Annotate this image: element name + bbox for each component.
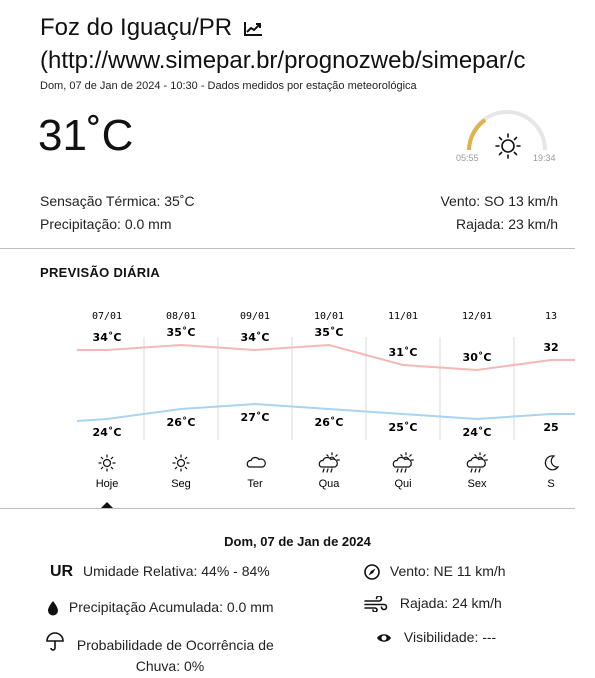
detail-wind <box>364 563 506 580</box>
max-temp-label: 34˚C <box>240 331 270 344</box>
umbrella-icon <box>45 632 65 652</box>
detail-gust <box>364 595 502 612</box>
max-temp-label: 32 <box>543 341 559 354</box>
max-temp-label: 34˚C <box>92 331 122 344</box>
forecast-day: Sex <box>467 478 487 490</box>
wind-gust-icon <box>364 596 390 612</box>
max-temp-label: 30˚C <box>462 351 492 364</box>
sunset-time: 19:34 <box>533 153 556 163</box>
trend-chart-icon[interactable] <box>243 21 263 37</box>
drop-icon <box>45 600 61 616</box>
min-temp-label: 26˚C <box>166 416 196 429</box>
forecast-day: Hoje <box>95 478 119 490</box>
accumulated-precipitation <box>45 599 274 616</box>
precipitation: Precipitação: 0.0 mm <box>40 216 172 232</box>
sun-rain-icon <box>319 453 339 472</box>
min-temp-label: 24˚C <box>92 426 122 439</box>
forecast-date: 13 <box>544 311 558 322</box>
humidity-icon: UR <box>50 563 74 580</box>
forecast-day: Ter <box>247 478 263 490</box>
forecast-chart <box>0 300 575 515</box>
forecast-date: 08/01 <box>165 311 197 322</box>
gust: Rajada: 23 km/h <box>456 216 558 232</box>
sun-icon <box>496 134 520 158</box>
max-temp-label: 35˚C <box>166 326 196 339</box>
eye-icon <box>376 630 392 646</box>
forecast-day: S <box>547 478 555 490</box>
humidity-text: Umidade Relativa: 44% - 84% <box>83 563 270 579</box>
feels-like: Sensação Térmica: 35˚C <box>40 193 195 209</box>
divider <box>0 508 575 509</box>
detail-wind-text: Vento: NE 11 km/h <box>389 563 506 579</box>
selected-date: Dom, 07 de Jan de 2024 <box>224 534 371 549</box>
divider <box>0 248 575 249</box>
forecast-date: 07/01 <box>91 311 123 322</box>
min-temp-label: 25 <box>543 421 559 434</box>
probability-line2: Chuva: 0% <box>135 658 205 674</box>
min-temp-label: 24˚C <box>462 426 492 439</box>
sun-gauge <box>455 105 555 167</box>
forecast-date: 09/01 <box>239 311 271 322</box>
sunrise-time: 05:55 <box>456 153 479 163</box>
min-temp-label: 25˚C <box>388 421 418 434</box>
forecast-title: PREVISÃO DIÁRIA <box>40 265 161 280</box>
min-temp-label: 26˚C <box>314 416 344 429</box>
detail-gust-text: Rajada: 24 km/h <box>399 595 502 611</box>
moon-icon <box>545 456 558 470</box>
city-name: Foz do Iguaçu/PR <box>40 14 233 41</box>
detail-visibility-text: Visibilidade: --- <box>403 629 497 645</box>
sun-icon <box>99 455 115 471</box>
detail-visibility <box>376 629 496 646</box>
sun-arc-track <box>469 112 545 150</box>
daily-forecast[interactable] <box>0 300 575 515</box>
accumulated-text: Precipitação Acumulada: 0.0 mm <box>68 599 274 615</box>
forecast-date: 11/01 <box>387 311 419 322</box>
sun-icon <box>173 455 189 471</box>
max-temp-label: 31˚C <box>388 346 418 359</box>
rain-probability <box>45 632 295 674</box>
sun-arc-progress <box>469 120 485 150</box>
probability-line1: Probabilidade de Ocorrência de <box>76 637 274 653</box>
min-temp-label: 27˚C <box>240 411 270 424</box>
current-temperature: 31˚C <box>38 111 134 160</box>
city-title <box>40 12 263 44</box>
sun-rain-icon <box>393 453 413 472</box>
compass-icon <box>364 564 380 580</box>
cloud-icon <box>247 457 265 467</box>
forecast-date: 10/01 <box>313 311 345 322</box>
max-temp-label: 35˚C <box>314 326 344 339</box>
wind: Vento: SO 13 km/h <box>440 193 558 209</box>
forecast-date: 12/01 <box>461 311 493 322</box>
source-link[interactable]: (http://www.simepar.br/prognozweb/simepar/c <box>40 47 526 74</box>
humidity <box>50 563 270 581</box>
sun-rain-icon <box>467 453 487 472</box>
forecast-day: Seg <box>171 478 191 490</box>
measurement-info: Dom, 07 de Jan de 2024 - 10:30 - Dados medidos por estação meteorológica <box>40 80 417 92</box>
forecast-day: Qui <box>394 478 412 490</box>
max-temp-line <box>77 345 575 370</box>
forecast-day: Qua <box>318 478 340 490</box>
